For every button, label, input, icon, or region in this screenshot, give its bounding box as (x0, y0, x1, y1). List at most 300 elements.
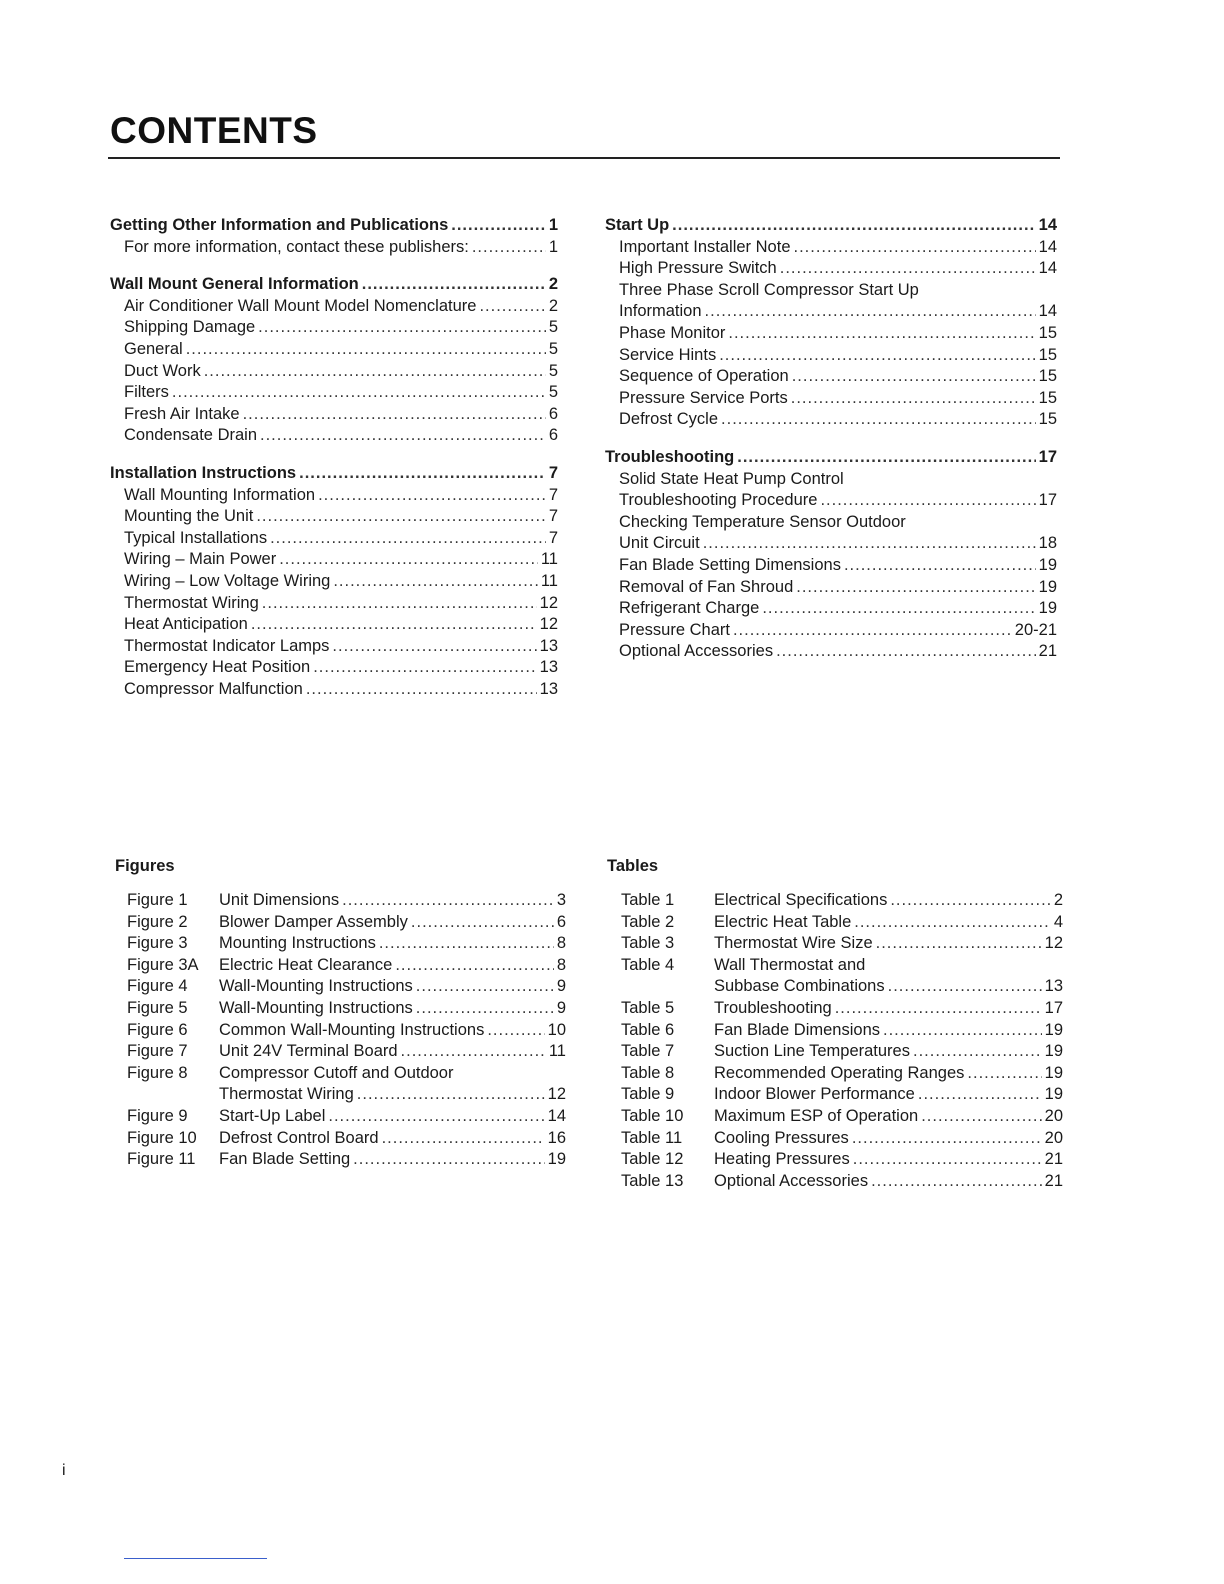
toc-entry[interactable] (110, 237, 558, 259)
figure-entry[interactable] (115, 890, 566, 912)
dot-leader (737, 447, 1035, 469)
figure-entry[interactable] (115, 1106, 566, 1128)
toc-entry[interactable] (605, 641, 1057, 663)
dot-leader (776, 641, 1036, 663)
table-entry[interactable] (607, 933, 1063, 955)
toc-entry-title: Typical Installations (124, 528, 268, 547)
dot-leader (853, 1149, 1042, 1171)
entry-title: Optional Accessories (714, 1171, 869, 1190)
entry-label: Table 11 (621, 1128, 683, 1147)
figure-entry[interactable] (115, 1149, 566, 1171)
dot-leader (762, 598, 1035, 620)
toc-entry-title: Important Installer Note (619, 237, 791, 256)
entry-title: Mounting Instructions (219, 934, 376, 953)
toc-entry-title: Removal of Fan Shroud (619, 577, 794, 596)
dot-leader (262, 593, 537, 615)
figure-entry[interactable] (115, 976, 566, 998)
toc-entry[interactable] (605, 345, 1057, 367)
toc-entry-title: Service Hints (619, 345, 717, 364)
entry-page: 11 (548, 1042, 566, 1061)
dot-leader (913, 1041, 1042, 1063)
toc-entry-title: Fresh Air Intake (124, 404, 240, 423)
dot-leader (918, 1084, 1042, 1106)
entry-page: 3 (556, 891, 566, 909)
entry-label: Figure 10 (127, 1128, 197, 1147)
toc-entry[interactable] (110, 404, 558, 426)
dot-leader (401, 1041, 546, 1063)
entry-page: 12 (1044, 934, 1063, 953)
toc-entry-page: 19 (1038, 555, 1057, 574)
dot-leader (318, 485, 546, 507)
toc-entry[interactable] (110, 528, 558, 550)
toc-section-heading[interactable] (110, 463, 558, 485)
table-entry[interactable] (607, 890, 1063, 912)
toc-entry-page: 6 (548, 426, 558, 445)
toc-entry-page: 5 (548, 339, 558, 358)
toc-section (110, 274, 558, 447)
toc-entry[interactable] (605, 301, 1057, 323)
entry-label: Table 2 (621, 912, 675, 931)
figure-entry[interactable] (115, 1128, 566, 1150)
entry-label: Figure 3 (127, 934, 188, 953)
entry-title: Wall-Mounting Instructions (219, 998, 413, 1017)
toc-entry[interactable] (110, 317, 558, 339)
dot-leader (395, 955, 553, 977)
table-entry[interactable] (607, 1084, 1063, 1106)
tables-list (607, 852, 1063, 1192)
figure-entry[interactable] (115, 1063, 566, 1085)
toc-entry[interactable] (110, 382, 558, 404)
toc-entry-title: Thermostat Indicator Lamps (124, 636, 330, 655)
dot-leader (342, 890, 554, 912)
toc-section-heading[interactable] (110, 215, 558, 237)
entry-title: Subbase Combinations (714, 977, 885, 996)
dot-leader (672, 215, 1035, 237)
entry-title: Blower Damper Assembly (219, 912, 408, 931)
entry-page: 12 (547, 1085, 566, 1104)
dot-leader (703, 533, 1036, 555)
toc-entry-title: Shipping Damage (124, 318, 256, 337)
entry-title: Electrical Specifications (714, 891, 888, 909)
entry-label: Table 13 (621, 1171, 684, 1190)
dot-leader (967, 1063, 1041, 1085)
dot-leader (333, 571, 538, 593)
toc-entry-title: Phase Monitor (619, 323, 726, 342)
dot-leader (204, 361, 546, 383)
toc-entry-page: 2 (548, 275, 558, 294)
toc-entry-page: 7 (548, 463, 558, 482)
table-entry[interactable] (607, 1063, 1063, 1085)
toc-entry[interactable] (605, 237, 1057, 259)
entry-label: Figure 5 (127, 998, 188, 1017)
toc-entry-title: Solid State Heat Pump Control (619, 469, 844, 488)
toc-entry-title: Start Up (605, 216, 670, 234)
dot-leader (733, 620, 1012, 642)
entry-page: 8 (556, 934, 566, 953)
entry-title: Unit Dimensions (219, 891, 340, 909)
toc-entry-page: 18 (1038, 534, 1057, 553)
dot-leader (172, 382, 546, 404)
entry-label: Figure 6 (127, 1020, 188, 1039)
toc-entry-title: Filters (124, 383, 169, 402)
toc-entry-title: Three Phase Scroll Compressor Start Up (619, 280, 919, 299)
entry-label: Table 9 (621, 1085, 675, 1104)
table-entry[interactable] (607, 1041, 1063, 1063)
toc-entry-page: 15 (1038, 388, 1057, 407)
dot-leader (251, 614, 537, 636)
dot-leader (796, 577, 1035, 599)
toc-entry-title: Wall Mounting Information (124, 485, 316, 504)
toc-entry-page: 14 (1038, 259, 1057, 278)
entry-page: 20 (1044, 1106, 1063, 1125)
entry-title: Compressor Cutoff and Outdoor (219, 1063, 454, 1082)
section-gap (605, 431, 1057, 447)
entry-label: Figure 11 (127, 1150, 196, 1169)
dot-leader (362, 274, 546, 296)
dot-leader (921, 1106, 1041, 1128)
entry-title: Cooling Pressures (714, 1128, 849, 1147)
dot-leader (313, 657, 536, 679)
toc-entry-title: Pressure Chart (619, 620, 730, 639)
dot-leader (416, 998, 554, 1020)
toc-entry-title: Thermostat Wiring (124, 593, 259, 612)
toc-entry[interactable] (110, 571, 558, 593)
toc-section-heading[interactable] (110, 274, 558, 296)
entry-label: Figure 1 (127, 891, 188, 909)
toc-entry-page: 13 (539, 636, 558, 655)
toc-entry-title: Emergency Heat Position (124, 658, 311, 677)
toc-entry-page: 15 (1038, 410, 1057, 429)
entry-title: Unit 24V Terminal Board (219, 1042, 398, 1061)
dot-leader (890, 890, 1050, 912)
dot-leader (479, 296, 545, 318)
entry-page: 19 (1044, 1085, 1063, 1104)
entry-label: Table 3 (621, 934, 675, 953)
entry-label: Table 7 (621, 1042, 675, 1061)
dot-leader (719, 345, 1035, 367)
dot-leader (353, 1149, 544, 1171)
entry-page: 17 (1044, 998, 1063, 1017)
dot-leader (705, 301, 1036, 323)
toc-entry[interactable] (110, 361, 558, 383)
dot-leader (876, 933, 1042, 955)
toc-entry-title: Wiring – Main Power (124, 550, 277, 569)
dot-leader (279, 549, 538, 571)
toc-entry[interactable] (110, 506, 558, 528)
entry-title: Maximum ESP of Operation (714, 1106, 919, 1125)
figure-entry[interactable] (115, 998, 566, 1020)
dot-leader (883, 1020, 1042, 1042)
toc-entry-title: Checking Temperature Sensor Outdoor (619, 512, 906, 531)
table-entry[interactable] (607, 912, 1063, 934)
dot-leader (888, 976, 1042, 998)
toc-entry-page: 7 (548, 507, 558, 526)
toc-entry-title: Troubleshooting (605, 447, 735, 466)
table-entry[interactable] (607, 1171, 1063, 1193)
toc-entry-page: 17 (1038, 447, 1057, 466)
toc-entry-title: High Pressure Switch (619, 259, 777, 278)
entry-label: Figure 3A (127, 955, 199, 974)
entry-title: Thermostat Wire Size (714, 934, 873, 953)
entry-page: 6 (556, 912, 566, 931)
toc-entry-page: 2 (548, 296, 558, 315)
toc-entry-page: 5 (548, 318, 558, 337)
toc-entry-page: 15 (1038, 323, 1057, 342)
toc-entry-page: 12 (539, 593, 558, 612)
toc-entry[interactable] (110, 485, 558, 507)
toc-entry-page: 1 (548, 216, 558, 234)
toc-entry[interactable] (110, 549, 558, 571)
footer-line (124, 1558, 267, 1559)
table-entry[interactable] (607, 955, 1063, 977)
toc-entry[interactable] (605, 258, 1057, 280)
toc-entry-title: Troubleshooting Procedure (619, 491, 818, 510)
dot-leader (186, 339, 546, 361)
toc-entry-title: Air Conditioner Wall Mount Model Nomenclature (124, 296, 477, 315)
entry-title: Electric Heat Clearance (219, 955, 393, 974)
toc-entry[interactable] (110, 425, 558, 447)
table-entry[interactable] (607, 1106, 1063, 1128)
entry-page: 10 (547, 1020, 566, 1039)
toc-entry-page: 6 (548, 404, 558, 423)
toc-entry[interactable] (605, 620, 1057, 642)
entry-page: 13 (1044, 977, 1063, 996)
toc-entry-page: 5 (548, 361, 558, 380)
toc-entry-title: Compressor Malfunction (124, 679, 303, 698)
toc-entry-page: 14 (1038, 302, 1057, 321)
toc-entry-title: Wall Mount General Information (110, 275, 359, 294)
section-gap (110, 258, 558, 274)
toc-entry[interactable] (605, 388, 1057, 410)
toc-entry-title: Duct Work (124, 361, 201, 380)
entry-label: Figure 8 (127, 1063, 188, 1082)
toc-entry[interactable] (605, 533, 1057, 555)
figure-entry[interactable] (115, 1041, 566, 1063)
toc-entry[interactable] (110, 593, 558, 615)
entry-title: Suction Line Temperatures (714, 1042, 910, 1061)
toc-entry-page: 11 (540, 571, 558, 590)
toc-entry[interactable] (110, 636, 558, 658)
toc-left-column (110, 215, 558, 700)
entry-page: 14 (547, 1106, 566, 1125)
toc-entry-title: Getting Other Information and Publications (110, 216, 449, 234)
entry-page: 16 (547, 1128, 566, 1147)
entry-page: 19 (1044, 1063, 1063, 1082)
title-rule (108, 157, 1060, 159)
toc-entry-page: 19 (1038, 577, 1057, 596)
toc-entry-title: Sequence of Operation (619, 367, 789, 386)
table-entry[interactable] (607, 1149, 1063, 1171)
toc-entry[interactable] (605, 512, 1057, 534)
dot-leader (852, 1128, 1042, 1150)
toc-entry[interactable] (110, 296, 558, 318)
dot-leader (306, 679, 537, 701)
toc-entry[interactable] (110, 679, 558, 701)
toc-entry[interactable] (605, 490, 1057, 512)
entry-title: Common Wall-Mounting Instructions (219, 1020, 485, 1039)
toc-entry-title: Condensate Drain (124, 426, 257, 445)
entry-label: Figure 4 (127, 977, 188, 996)
entry-label: Table 12 (621, 1150, 684, 1169)
table-entry[interactable] (607, 1128, 1063, 1150)
entry-title: Fan Blade Setting (219, 1150, 351, 1169)
toc-entry-page: 7 (548, 485, 558, 504)
toc-section-heading[interactable] (605, 215, 1057, 237)
figures-list (115, 852, 566, 1171)
entry-title: Recommended Operating Ranges (714, 1063, 965, 1082)
entry-title: Troubleshooting (714, 998, 832, 1017)
dot-leader (820, 490, 1035, 512)
toc-entry-title: Optional Accessories (619, 642, 774, 661)
entry-page: 9 (556, 998, 566, 1017)
entry-page: 9 (556, 977, 566, 996)
toc-entry[interactable] (605, 469, 1057, 491)
dot-leader (791, 388, 1036, 410)
entry-title: Start-Up Label (219, 1106, 326, 1125)
entry-label: Table 4 (621, 955, 675, 974)
page-number: i (62, 1462, 66, 1479)
entry-label: Figure 2 (127, 912, 188, 931)
toc-entry-page: 19 (1038, 599, 1057, 618)
table-entry[interactable] (607, 1020, 1063, 1042)
toc-entry[interactable] (605, 598, 1057, 620)
toc-entry-page: 17 (1038, 491, 1057, 510)
dot-leader (728, 323, 1035, 345)
entry-label: Table 5 (621, 998, 675, 1017)
toc-entry-title: Pressure Service Ports (619, 388, 788, 407)
dot-leader (451, 215, 546, 237)
toc-entry-title: Unit Circuit (619, 534, 700, 553)
dot-leader (332, 636, 536, 658)
figure-entry[interactable] (115, 955, 566, 977)
toc-entry-title: For more information, contact these publishers: (124, 237, 469, 256)
tables-heading: Tables (607, 857, 659, 875)
dot-leader (835, 998, 1042, 1020)
dot-leader (328, 1106, 544, 1128)
toc-entry[interactable] (605, 280, 1057, 302)
entry-label: Table 8 (621, 1063, 675, 1082)
table-entry[interactable] (607, 998, 1063, 1020)
toc-entry-page: 20-21 (1014, 620, 1057, 639)
dot-leader (270, 528, 546, 550)
dot-leader (780, 258, 1036, 280)
toc-entry[interactable] (605, 555, 1057, 577)
section-gap (110, 447, 558, 463)
toc-entry[interactable] (605, 409, 1057, 431)
figures-heading: Figures (115, 857, 175, 875)
entry-title: Wall Thermostat and (714, 955, 866, 974)
entry-title: Heating Pressures (714, 1150, 850, 1169)
entry-title: Electric Heat Table (714, 912, 852, 931)
dot-leader (258, 317, 546, 339)
dot-leader (382, 1128, 545, 1150)
entry-page: 4 (1053, 912, 1063, 931)
entry-label: Figure 9 (127, 1106, 188, 1125)
entry-label: Table 10 (621, 1106, 684, 1125)
entry-title: Wall-Mounting Instructions (219, 977, 413, 996)
toc-entry-title: Wiring – Low Voltage Wiring (124, 571, 331, 590)
entry-label: Table 6 (621, 1020, 675, 1039)
dot-leader (844, 555, 1036, 577)
toc-entry-title: General (124, 339, 183, 358)
dot-leader (416, 976, 554, 998)
dot-leader (721, 409, 1036, 431)
dot-leader (472, 237, 546, 259)
figure-entry[interactable] (115, 1020, 566, 1042)
toc-entry-page: 15 (1038, 345, 1057, 364)
toc-entry-title: Defrost Cycle (619, 410, 719, 429)
toc-entry-title: Mounting the Unit (124, 507, 254, 526)
figure-entry[interactable] (115, 933, 566, 955)
toc-section (605, 215, 1057, 431)
figure-entry[interactable] (115, 912, 566, 934)
toc-entry-title: Heat Anticipation (124, 615, 248, 634)
entry-page: 19 (547, 1150, 566, 1169)
entry-page: 21 (1044, 1171, 1063, 1190)
dot-leader (871, 1171, 1042, 1193)
toc-entry-page: 14 (1038, 237, 1057, 256)
toc-entry-title: Fan Blade Setting Dimensions (619, 555, 841, 574)
toc-entry[interactable] (605, 323, 1057, 345)
dot-leader (357, 1084, 545, 1106)
entry-page: 2 (1053, 891, 1063, 909)
dot-leader (794, 237, 1036, 259)
toc-entry-title: Installation Instructions (110, 463, 297, 482)
toc-entry[interactable] (110, 657, 558, 679)
dot-leader (411, 912, 554, 934)
figure-entry[interactable] (115, 1084, 566, 1106)
dot-leader (260, 425, 546, 447)
toc-section (110, 463, 558, 701)
toc-entry[interactable] (605, 366, 1057, 388)
toc-entry-page: 14 (1038, 216, 1057, 234)
entry-title: Defrost Control Board (219, 1128, 379, 1147)
toc-entry-page: 1 (548, 237, 558, 256)
table-entry[interactable] (607, 976, 1063, 998)
dot-leader (792, 366, 1036, 388)
dot-leader (256, 506, 545, 528)
dot-leader (243, 404, 546, 426)
toc-entry-page: 13 (539, 658, 558, 677)
toc-entry-page: 13 (539, 679, 558, 698)
entry-title: Indoor Blower Performance (714, 1085, 915, 1104)
entry-label: Table 1 (621, 891, 675, 909)
toc-entry-page: 12 (539, 615, 558, 634)
dot-leader (379, 933, 554, 955)
entry-page: 21 (1044, 1150, 1063, 1169)
dot-leader (854, 912, 1051, 934)
toc-entry-title: Refrigerant Charge (619, 599, 760, 618)
toc-entry-page: 15 (1038, 367, 1057, 386)
dot-leader (487, 1020, 544, 1042)
toc-entry[interactable] (110, 339, 558, 361)
toc-entry-page: 21 (1038, 642, 1057, 661)
toc-entry-page: 11 (540, 550, 558, 569)
toc-entry-page: 7 (548, 528, 558, 547)
toc-section-heading[interactable] (605, 447, 1057, 469)
toc-section (110, 215, 558, 258)
entry-page: 8 (556, 955, 566, 974)
entry-page: 20 (1044, 1128, 1063, 1147)
toc-entry-page: 5 (548, 383, 558, 402)
toc-entry[interactable] (110, 614, 558, 636)
entry-title: Fan Blade Dimensions (714, 1020, 880, 1039)
entry-page: 19 (1044, 1020, 1063, 1039)
toc-section (605, 447, 1057, 663)
page-title: CONTENTS (110, 110, 318, 151)
toc-right-column (605, 215, 1057, 663)
toc-entry[interactable] (605, 577, 1057, 599)
